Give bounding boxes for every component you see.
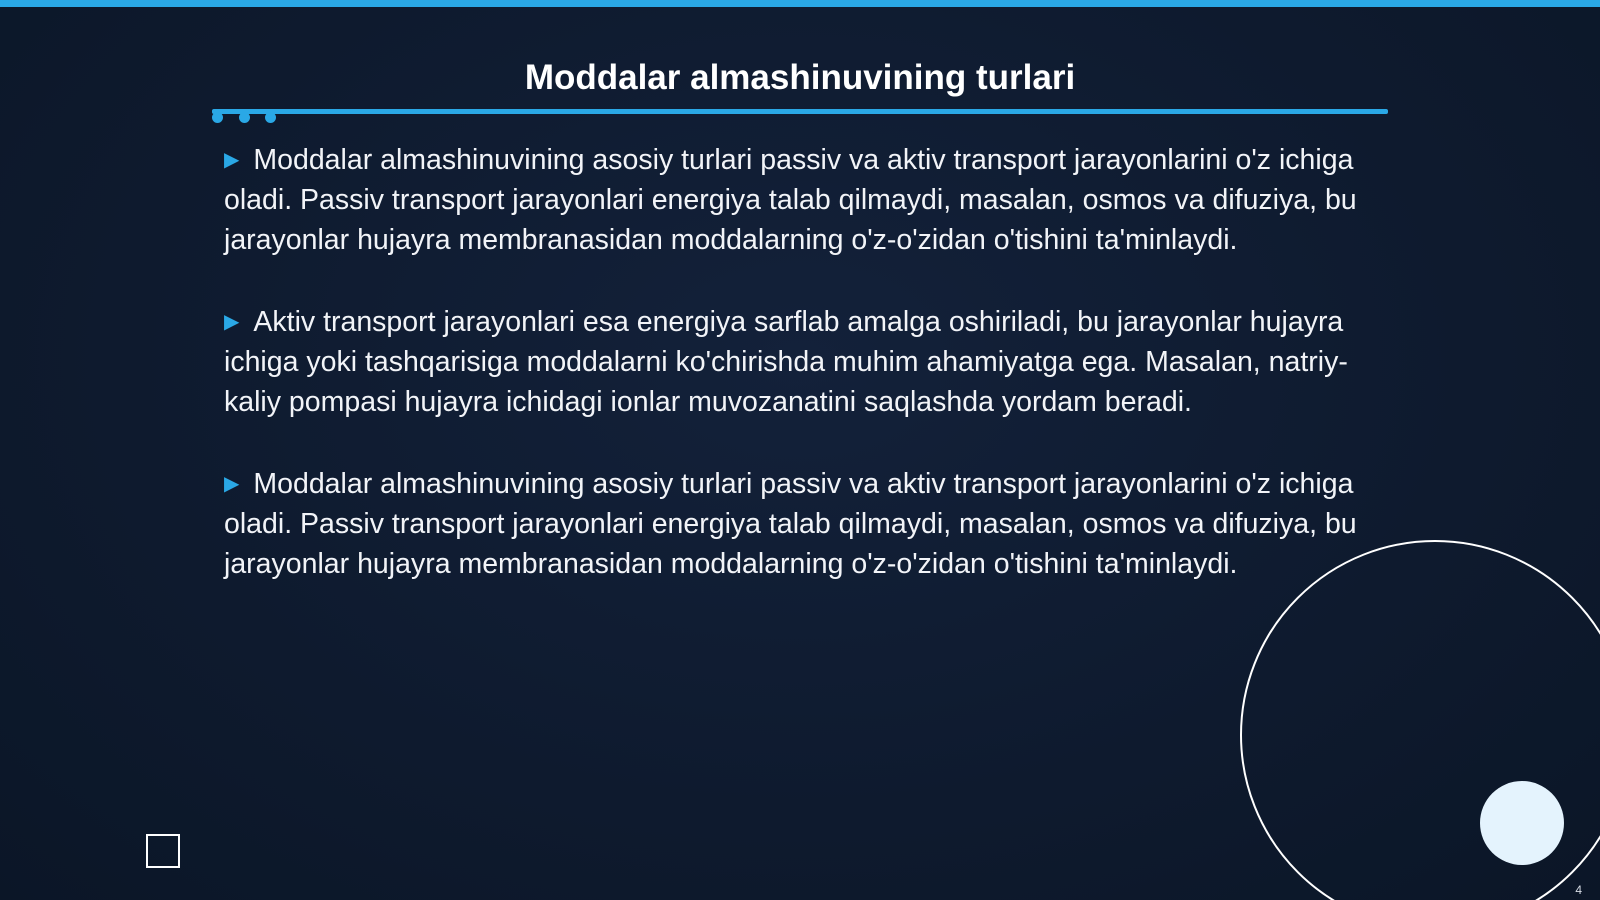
bullet-text: Moddalar almashinuvining asosiy turlari passiv va aktiv transport jarayonlarini o'z ichiga oladi. Passiv transport jarayonlari energiya talab qilmaydi, masalan, osmos va difuziya, bu jarayonlar hujayra membranasidan moddalarning o'z-o'zidan o'tishini ta'minlaydi. xyxy=(224,468,1357,580)
bullet-text: Aktiv transport jarayonlari esa energiya sarflab amalga oshiriladi, bu jarayonlar hujayra ichiga yoki tashqarisiga moddalarni ko'chirishda muhim ahamiyatga ega. Masalan, natriy-kaliy pompasi hujayra ichidagi ionlar muvozanatini saqlashda yordam beradi. xyxy=(224,306,1348,418)
decorative-square xyxy=(146,834,180,868)
bullet-item xyxy=(224,464,1374,584)
bullet-list xyxy=(224,140,1374,626)
dot-icon xyxy=(239,112,250,123)
bullet-item xyxy=(224,140,1374,260)
triangle-right-icon: ▶ xyxy=(224,149,240,171)
triangle-right-icon: ▶ xyxy=(224,311,240,333)
decorative-circle-filled xyxy=(1480,781,1564,865)
title-underline xyxy=(212,109,1388,114)
slide-title: Moddalar almashinuvining turlari xyxy=(524,58,1076,97)
triangle-right-icon: ▶ xyxy=(224,473,240,495)
page-number: 4 xyxy=(1575,883,1582,897)
bullet-item xyxy=(224,302,1374,422)
dot-icon xyxy=(212,112,223,123)
dot-icon xyxy=(265,112,276,123)
bullet-text: Moddalar almashinuvining asosiy turlari passiv va aktiv transport jarayonlarini o'z ichiga oladi. Passiv transport jarayonlari energiya talab qilmaydi, masalan, osmos va difuziya, bu jarayonlar hujayra membranasidan moddalarning o'z-o'zidan o'tishini ta'minlaydi. xyxy=(224,144,1357,256)
top-accent-bar xyxy=(0,0,1600,7)
